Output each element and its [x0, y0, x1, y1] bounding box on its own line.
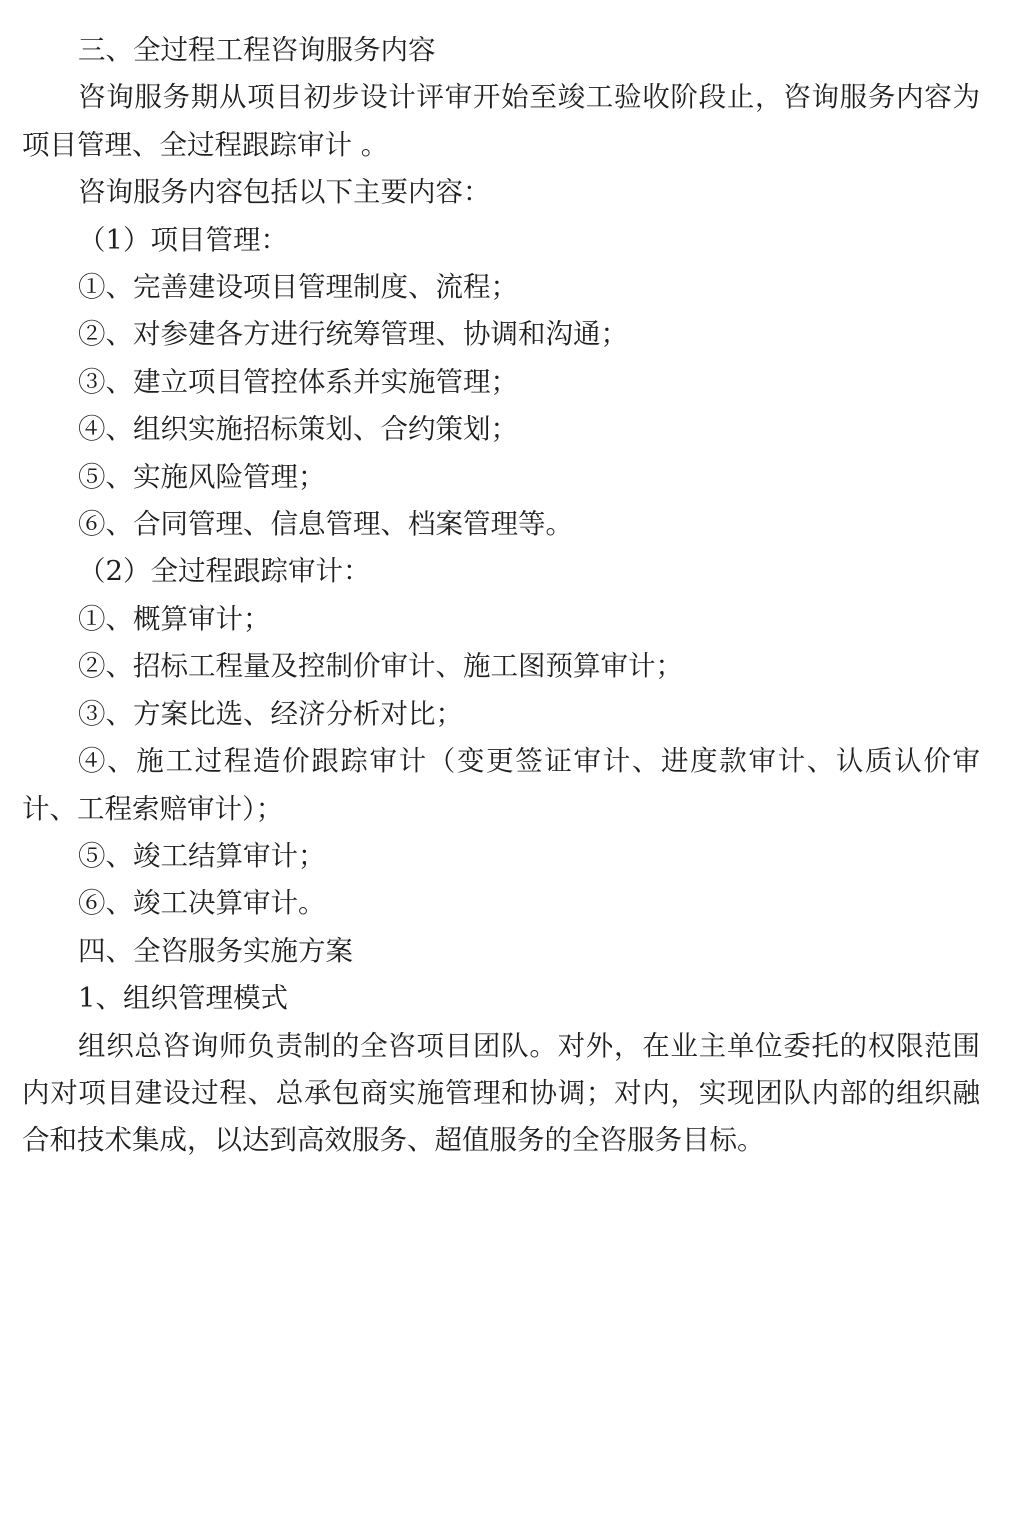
body-paragraph-organization: 组织总咨询师负责制的全咨项目团队。对外，在业主单位委托的权限范围内对项目建设过程、总承包商实施管理和协调；对内，实现团队内部的组织融合和技术集成，以达到高效服务、超值服务的全咨服务目标。: [22, 1029, 980, 1157]
list-item: ①、完善建设项目管理制度、流程；: [78, 271, 518, 304]
subheading-project-management: （1）项目管理：: [78, 223, 288, 256]
subheading-organization-mode: 1、组织管理模式: [78, 982, 288, 1015]
list-item: ②、对参建各方进行统筹管理、协调和沟通；: [78, 318, 628, 351]
section-heading-4: 四、全咨服务实施方案: [78, 934, 353, 967]
list-item: ⑥、合同管理、信息管理、档案管理等。: [78, 508, 573, 541]
list-item: ①、概算审计；: [78, 602, 271, 635]
list-item: ③、方案比选、经济分析对比；: [78, 697, 463, 730]
document-body: [22, 27, 980, 1165]
list-item: ②、招标工程量及控制价审计、施工图预算审计；: [78, 650, 683, 683]
list-item: ④、施工过程造价跟踪审计（变更签证审计、进度款审计、认质认价审计、工程索赔审计）；: [22, 745, 980, 825]
subheading-tracking-audit: （2）全过程跟踪审计：: [78, 555, 371, 588]
body-paragraph-service-period: 咨询服务期从项目初步设计评审开始至竣工验收阶段止，咨询服务内容为项目管理、全过程跟踪审计 。: [22, 81, 980, 161]
list-item: ③、建立项目管控体系并实施管理；: [78, 365, 518, 398]
section-heading-3: 三、全过程工程咨询服务内容: [78, 34, 436, 66]
list-item: ④、组织实施招标策划、合约策划；: [78, 413, 518, 446]
body-paragraph-service-scope: 咨询服务内容包括以下主要内容：: [78, 176, 491, 209]
list-item: ⑤、实施风险管理；: [78, 460, 326, 493]
list-item: ⑥、竣工决算审计。: [78, 887, 326, 920]
list-item: ⑤、竣工结算审计；: [78, 839, 326, 872]
